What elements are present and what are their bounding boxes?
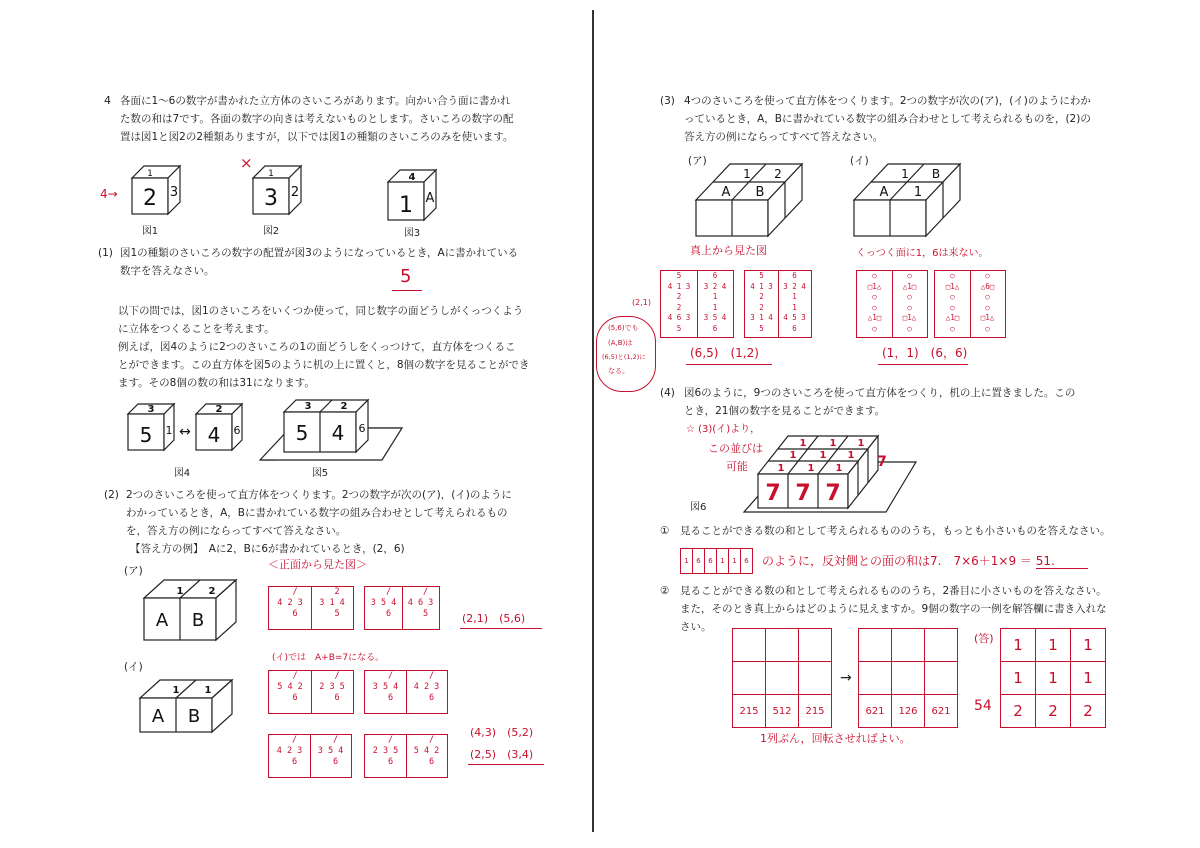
q3-a-f1: A — [721, 185, 731, 200]
q2-i-net-4: / 2 3 5 6 / 5 4 2 6 — [364, 734, 448, 778]
figures-1-3 — [90, 150, 470, 250]
fig2-side: 2 — [290, 185, 300, 200]
explain-5: ます。その8個の数の和は31になります。 — [118, 377, 315, 389]
q2-i-top-b: 1 — [204, 685, 212, 696]
q4-label: (4) — [660, 387, 675, 399]
q3-answer-i-underline — [878, 364, 968, 365]
q3-a-net-2: 5 4 1 3 2 2 3 1 4 5 6 3 2 4 1 1 4 5 3 6 — [744, 270, 812, 338]
q2-label: (2) — [104, 489, 119, 501]
q2-a-front-a: A — [155, 610, 169, 631]
q2-cube-figures — [136, 576, 246, 736]
q2-a-net-2: / 3 5 4 6 / 4 6 3 5 — [364, 586, 440, 630]
q3-bubble-3: (6,5)と(1,2)に — [602, 353, 646, 361]
fig6-label: 図6 — [690, 502, 707, 513]
q3-answer-a-underline — [686, 364, 772, 365]
intro-line-3: 置は図1と図2の2種類ありますが，以下では図1の種類のさいころのみを使います。 — [120, 131, 514, 143]
fig4-left-top: 3 — [147, 404, 155, 415]
explain-3: 例えば，図4のように2つのさいころの1の面どうしをくっつけて，直方体をつくるこ — [118, 341, 516, 353]
q3-side-note-21: (2,1) — [632, 298, 651, 307]
fig6-top-9: 1 — [835, 463, 843, 474]
fig3-front: 1 — [399, 193, 413, 218]
q2-i-front-a: A — [151, 706, 165, 727]
fig3-top: 4 — [408, 172, 416, 183]
q2-a-net-1: / 4 2 3 6 2 3 1 4 5 — [268, 586, 354, 630]
fig4-left-side: 1 — [165, 424, 173, 437]
q3-answer-i: (1，1) (6，6) — [882, 346, 968, 360]
fig6-top-1: 1 — [799, 438, 807, 449]
fig5-front-a: 5 — [295, 421, 309, 445]
fig2-front: 3 — [264, 186, 278, 211]
q2-example: 【答え方の例】 Aに2，Bに6が書かれているとき，(2，6) — [130, 543, 405, 555]
q3-bubble-4: なる。 — [608, 367, 629, 375]
fig4-right-top: 2 — [215, 404, 223, 415]
fig5-top-a: 3 — [304, 401, 312, 412]
fig6-top-8: 1 — [807, 463, 815, 474]
q2-answer-a: (2,1) (5,6) — [462, 612, 526, 625]
intro-line-1: 各面に1～6の数字が書かれた立方体のさいころがあります。向かい合う面に書かれ — [120, 95, 511, 107]
sub1-label: ① — [660, 525, 670, 537]
q4-text-2: とき，21個の数字を見ることができます。 — [684, 405, 886, 417]
fig1-note: 4→ — [100, 187, 118, 201]
fig6-front-1: 7 — [765, 481, 781, 506]
answer-mark: (答) — [974, 632, 994, 645]
q2-a-top-b: 2 — [208, 586, 216, 597]
q3-i-t2: B — [931, 167, 941, 181]
q2-i-net-2: / 3 5 4 6 / 4 2 3 6 — [364, 670, 448, 714]
fig4-right-side: 6 — [233, 424, 241, 437]
answer-grid: 1 1 1 1 1 1 2 2 2 — [1000, 628, 1106, 728]
sub1-answer: のように，反対側との面の和は7. 7×6＋1×9 ＝ 51. — [762, 554, 1055, 568]
fig2-mark: × — [240, 154, 253, 172]
q2-text-1: 2つのさいころを使って直方体をつくります。2つの数字が次の(ア)，(イ)のように — [126, 489, 512, 501]
q2-note-front: ＜正面から見た図＞ — [268, 558, 367, 571]
fig6-top-6: 1 — [847, 450, 855, 461]
q3-bubble-2: (A,B)は — [608, 339, 633, 347]
q1-text-2: 数字を答えなさい。 — [120, 265, 215, 277]
answer-sum: 54 — [974, 698, 992, 714]
fig6 — [736, 432, 926, 518]
q3-cube-figures — [690, 158, 980, 240]
q4-note-possible-1: この並びは — [708, 442, 763, 455]
explain-2: に立体をつくることを考えます。 — [118, 323, 275, 335]
q2-answer-i-1: (4,3) (5,2) — [470, 726, 534, 739]
q2-i-net-3: / 4 2 3 6 / 3 5 4 6 — [268, 734, 352, 778]
fig1-label: 図1 — [141, 226, 159, 237]
fig1-front: 2 — [143, 186, 157, 211]
q2-i-front-b: B — [187, 706, 201, 727]
q2-a-top-a: 1 — [176, 586, 184, 597]
q3-text-2: っているとき，A，Bに書かれている数字の組み合わせとして考えられるものを，(2)の — [684, 113, 1091, 125]
q3-text-3: 答え方の例にならってすべて答えなさい。 — [684, 131, 884, 143]
fig6-top-3: 1 — [857, 438, 865, 449]
sub2-label: ② — [660, 585, 670, 597]
fig5-side: 6 — [358, 422, 366, 435]
sub1-text: 見ることができる数の和として考えられるもののうち，もっとも小さいものを答えなさい。 — [680, 525, 1111, 537]
fig5-front-b: 4 — [331, 421, 345, 445]
q3-bubble-1: (5,6)でも — [608, 324, 639, 332]
fig4-left-front: 5 — [139, 423, 153, 447]
q3-i-f2: 1 — [913, 185, 923, 200]
q3-i-net-2: ○ □1△ ○ ○ △1□ ○ ○ △6□ ○ ○ □1△ ○ — [934, 270, 1006, 338]
sub2-arrow: → — [840, 670, 852, 686]
q2-a-label: (ア) — [124, 565, 143, 577]
q3-a-t1: 1 — [743, 167, 751, 181]
q3-a-t2: 2 — [774, 167, 782, 181]
q3-i-t1: 1 — [901, 167, 909, 181]
fig4-label: 図4 — [173, 468, 191, 479]
q3-text-1: 4つのさいころを使って直方体をつくります。2つの数字が次の(ア)，(イ)のようにわか — [684, 95, 1091, 107]
q2-answer-i-2: (2,5) (3,4) — [470, 748, 534, 761]
q1-answer: 5 — [400, 266, 412, 287]
q2-i-label: (イ) — [124, 661, 143, 673]
q2-answer-i-underline — [468, 764, 544, 765]
q2-i-top-a: 1 — [172, 685, 180, 696]
fig4-right-front: 4 — [207, 423, 221, 447]
q3-note-no16: くっつく面に1，6は来ない。 — [856, 248, 989, 259]
fig6-side: 7 — [877, 454, 887, 470]
fig3-side: A — [425, 191, 435, 206]
q2-a-front-b: B — [191, 610, 205, 631]
explain-1: 以下の問では，図1のさいころをいくつか使って，同じ数字の面どうしがくっつくよう — [118, 305, 524, 317]
fig6-front-3: 7 — [825, 481, 841, 506]
fig6-front-2: 7 — [795, 481, 811, 506]
fig5-top-b: 2 — [340, 401, 348, 412]
q4-note-possible-2: 可能 — [726, 460, 748, 473]
fig5-label: 図5 — [311, 468, 329, 479]
fig1-top: 1 — [147, 169, 153, 179]
q2-text-2: わかっているとき，A，Bに書かれている数字の組み合わせとして考えられるもの — [126, 507, 508, 519]
sub2-grid-1: 215 512 215 — [732, 628, 832, 728]
q3-note-top-view: 真上から見た図 — [690, 244, 767, 257]
q3-a-net-1: 5 4 1 3 2 2 4 6 3 5 6 3 2 4 1 1 3 5 4 6 — [660, 270, 734, 338]
fig1-side: 3 — [169, 185, 179, 200]
rotate-note: 1列ぶん，回転させればよい。 — [760, 732, 911, 745]
sub2-grid-2: 621 126 621 — [858, 628, 958, 728]
q3-a-label: (ア) — [688, 155, 707, 167]
page-divider — [592, 10, 594, 832]
q2-note-i: (イ)では A+B=7になる。 — [272, 653, 385, 663]
q2-i-net-1: / 5 4 2 6 / 2 3 5 6 — [268, 670, 354, 714]
q3-i-f1: A — [879, 185, 889, 200]
intro-line-2: た数の和は7です。各面の数字の向きは考えないものとします。さいころの数字の配 — [120, 113, 514, 125]
fig2-top: 1 — [268, 169, 274, 179]
problem-number: 4 — [104, 94, 111, 107]
q1-label: (1) — [98, 247, 113, 259]
fig6-top-7: 1 — [777, 463, 785, 474]
q1-answer-underline — [392, 290, 422, 291]
q2-text-3: を，答え方の例にならってすべて答えなさい。 — [126, 525, 347, 537]
explain-4: とができます。この直方体を図5のように机の上に置くと，8個の数字を見ることができ — [118, 359, 530, 371]
sub2-text-1: 見ることができる数の和として考えられるもののうち，2番目に小さいものを答えなさい。 — [680, 585, 1107, 597]
q4-text-1: 図6のように，9つのさいころを使って直方体をつくり，机の上に置きました。この — [684, 387, 1076, 399]
fig4-arrow: ↔ — [179, 424, 191, 440]
q3-i-label: (イ) — [850, 155, 869, 167]
fig6-top-4: 1 — [789, 450, 797, 461]
sub1-strip: 1 6 6 1 1 6 — [680, 548, 753, 574]
q4-note-31: ☆ (3)(イ)より， — [686, 424, 761, 435]
fig3-label: 図3 — [403, 228, 421, 239]
fig6-top-5: 1 — [819, 450, 827, 461]
figures-4-5 — [120, 392, 420, 482]
sub2-text-3: さい。 — [680, 621, 712, 633]
sub2-text-2: また，そのとき真上からはどのように見えますか。9個の数字の一例を解答欄に書き入れな — [680, 603, 1107, 615]
q3-i-net-1: ○ □1△ ○ ○ △1□ ○ ○ △1□ ○ ○ □1△ ○ — [856, 270, 928, 338]
sub1-answer-underline — [1036, 568, 1088, 569]
q2-answer-a-underline — [460, 628, 542, 629]
fig6-top-2: 1 — [829, 438, 837, 449]
q1-text-1: 図1の種類のさいころの数字の配置が図3のようになっているとき，Aに書かれている — [120, 247, 519, 259]
q3-answer-a: (6,5) (1,2) — [690, 346, 759, 360]
q3-a-f2: B — [755, 185, 765, 200]
q3-label: (3) — [660, 95, 675, 107]
fig2-label: 図2 — [262, 226, 280, 237]
